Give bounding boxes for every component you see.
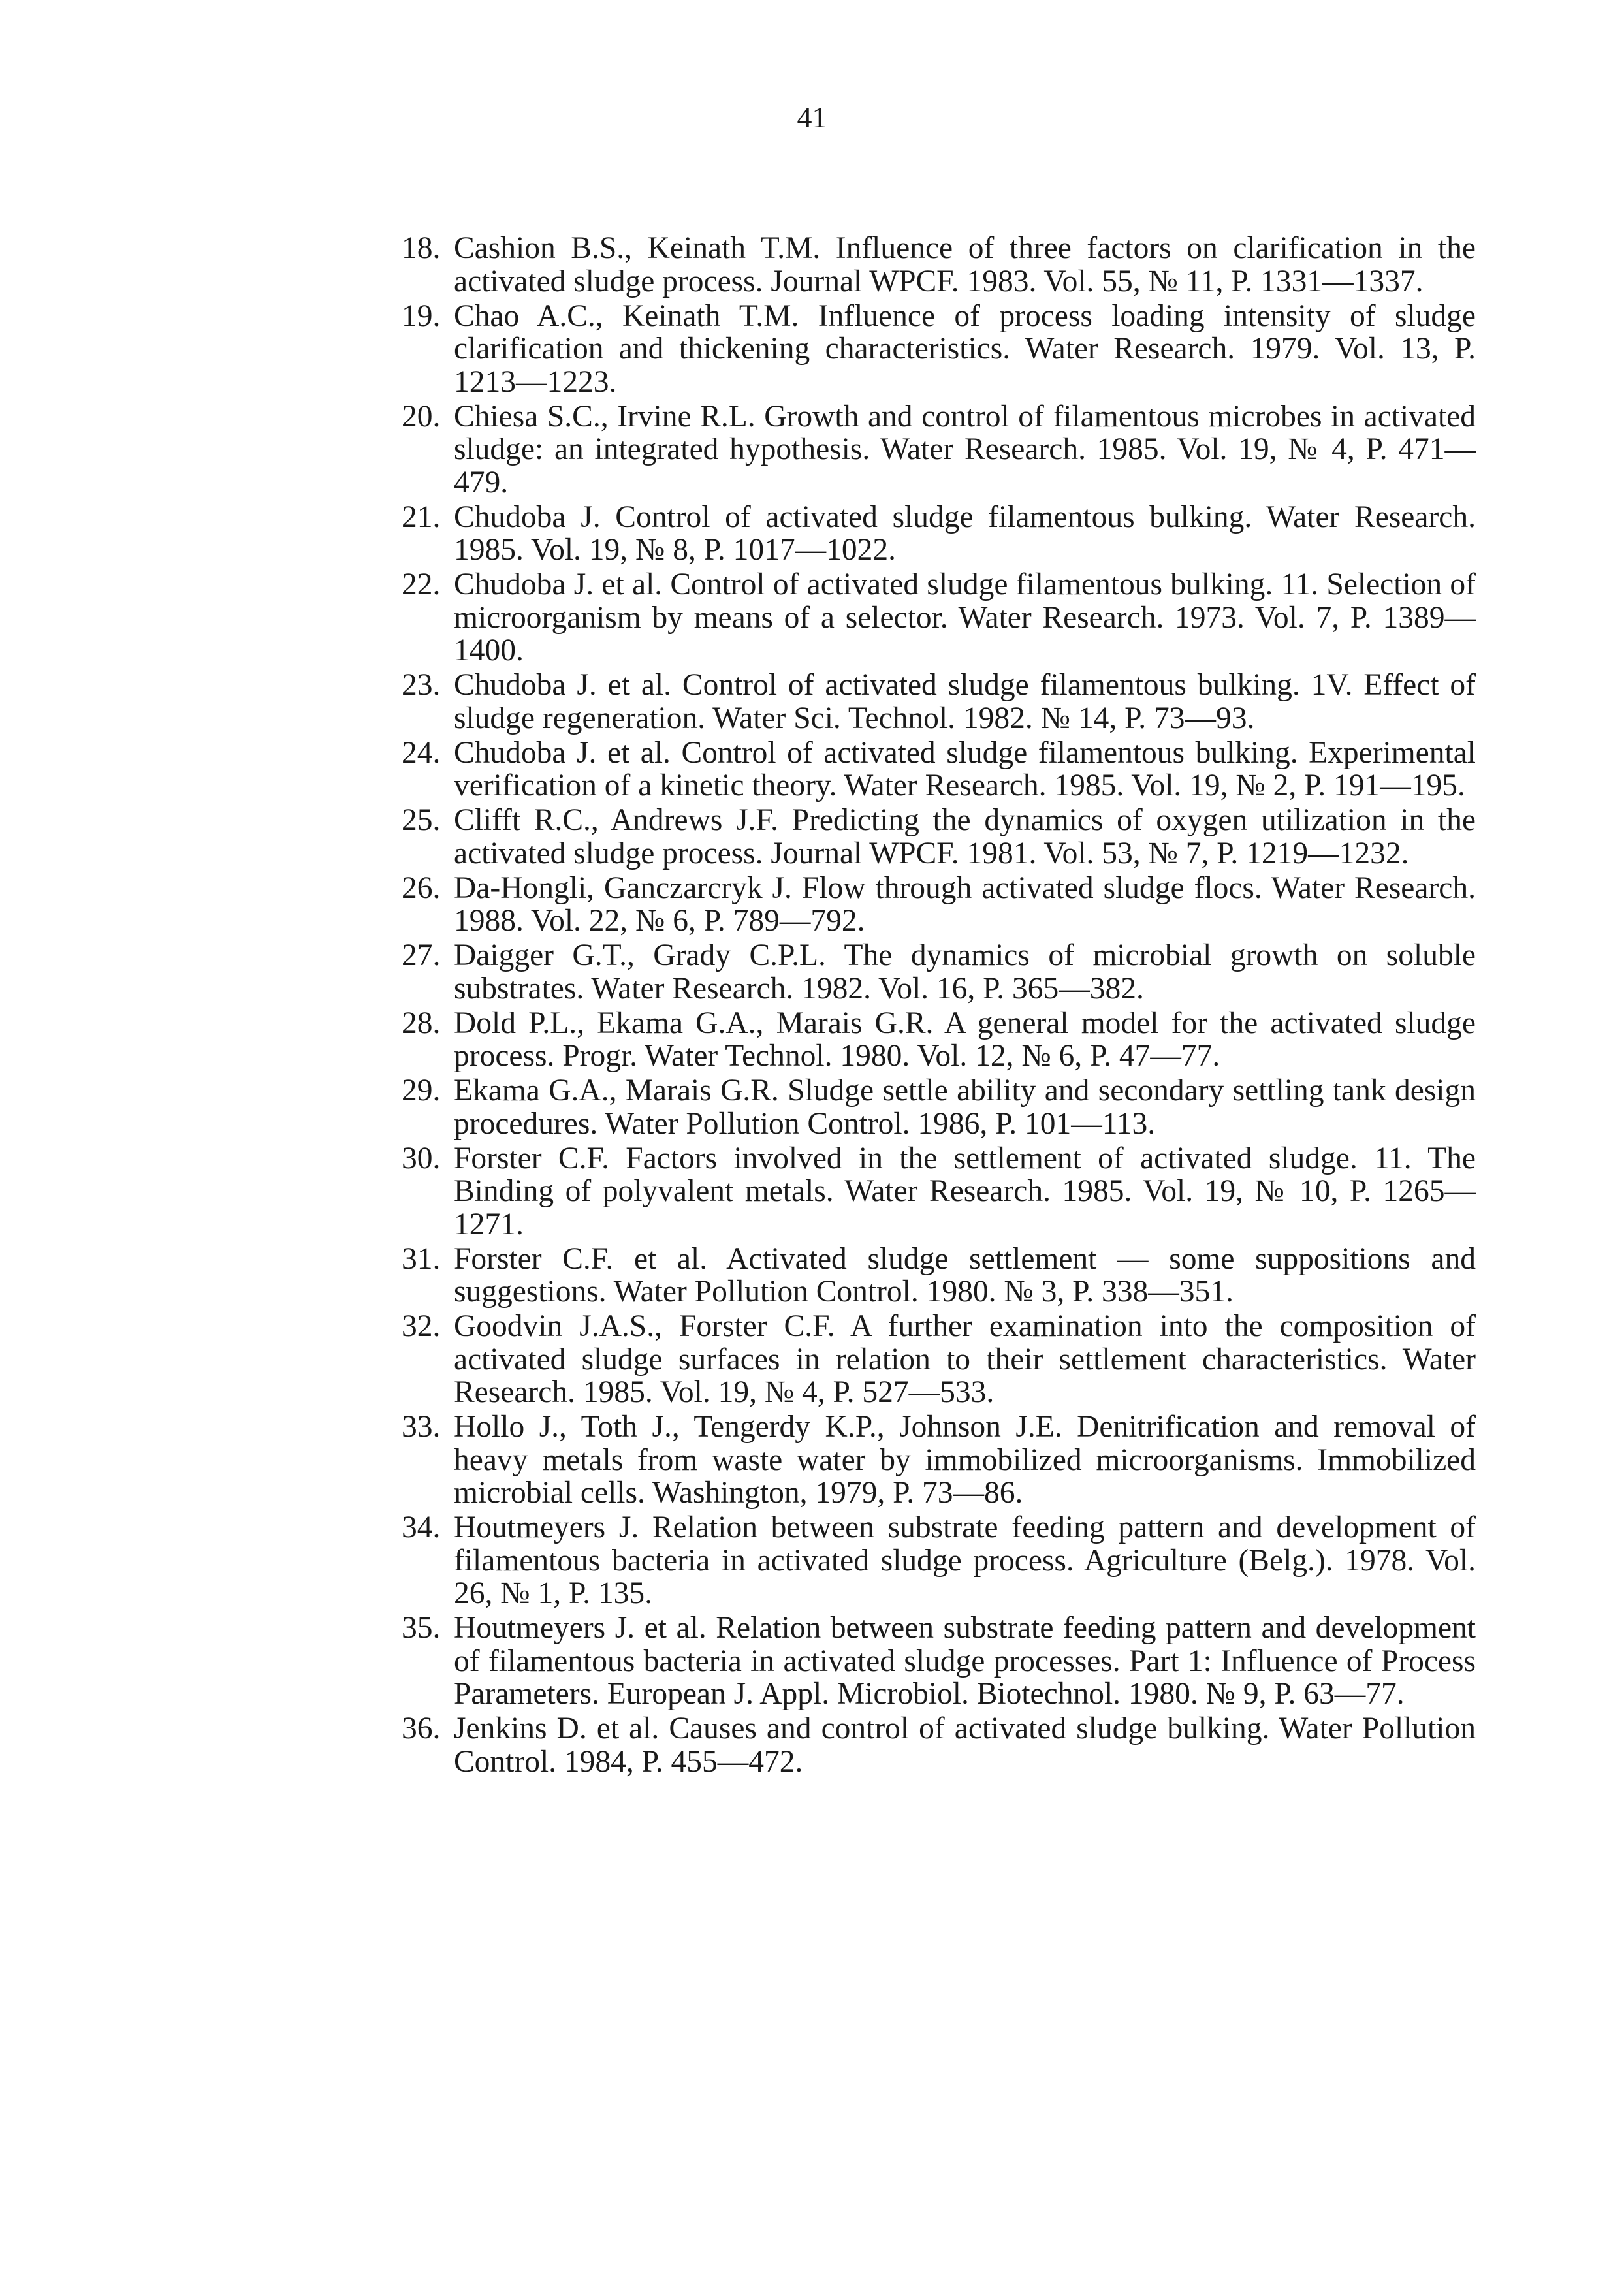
reference-text: Forster C.F. et al. Activated sludge settlement — some suppositions and suggestions. Water Pollution Control. 1980. № 3, P. 338—351. <box>454 1241 1476 1309</box>
reference-text: Chudoba J. et al. Control of activated sludge filamentous bulking. 11. Selection of microorganism by means of a selector. Water Research. 1973. Vol. 7, P. 1389—1400. <box>454 567 1476 667</box>
reference-text: Forster C.F. Factors involved in the settlement of activated sludge. 11. The Binding of polyvalent metals. Water Research. 1985. Vol. 19, № 10, P. 1265—1271. <box>454 1141 1476 1241</box>
reference-text: Da-Hongli, Ganczarcryk J. Flow through activated sludge flocs. Water Research. 1988. Vol. 22, № 6, P. 789—792. <box>454 870 1476 938</box>
reference-number: 34. <box>402 1510 441 1544</box>
reference-number: 33. <box>402 1410 441 1444</box>
reference-number: 25. <box>402 803 441 837</box>
reference-item <box>402 232 1476 298</box>
reference-number: 29. <box>402 1074 441 1107</box>
reference-item <box>402 1511 1476 1610</box>
reference-number: 24. <box>402 735 441 770</box>
reference-number: 23. <box>402 668 441 702</box>
reference-text: Ekama G.A., Marais G.R. Sludge settle ability and secondary settling tank design procedures. Water Pollution Control. 1986, P. 101—113. <box>454 1074 1476 1141</box>
reference-number: 20. <box>402 399 441 434</box>
reference-text: Cashion B.S., Keinath T.M. Influence of three factors on clarification in the activated sludge process. Journal WPCF. 1983. Vol. 55, № 11, P. 1331—1337. <box>454 231 1476 298</box>
reference-number: 31. <box>402 1241 441 1276</box>
reference-item <box>402 300 1476 399</box>
reference-item <box>402 1310 1476 1409</box>
reference-text: Clifft R.C., Andrews J.F. Predicting the dynamics of oxygen utilization in the activated sludge process. Journal WPCF. 1981. Vol. 53, № 7, P. 1219—1232. <box>454 803 1476 870</box>
reference-item <box>402 568 1476 667</box>
reference-item <box>402 1142 1476 1241</box>
reference-number: 28. <box>402 1006 441 1040</box>
reference-item <box>402 400 1476 500</box>
reference-number: 26. <box>402 870 441 905</box>
reference-text: Houtmeyers J. Relation between substrate feeding pattern and development of filamentous bacteria in activated sludge process. Agriculture (Belg.). 1978. Vol. 26, № 1, P. 135. <box>454 1510 1476 1610</box>
reference-item <box>402 1712 1476 1778</box>
reference-number: 21. <box>402 500 441 534</box>
reference-number: 27. <box>402 938 441 972</box>
reference-text: Chudoba J. Control of activated sludge filamentous bulking. Water Research. 1985. Vol. 19, № 8, P. 1017—1022. <box>454 500 1476 567</box>
reference-number: 35. <box>402 1611 441 1645</box>
reference-list <box>402 232 1476 1780</box>
reference-text: Chao A.C., Keinath T.M. Influence of process loading intensity of sludge clarification and thickening characteristics. Water Research. 1979. Vol. 13, P. 1213—1223. <box>454 298 1476 399</box>
reference-text: Chudoba J. et al. Control of activated sludge filamentous bulking. Experimental verification of a kinetic theory. Water Research. 1985. Vol. 19, № 2, P. 191—195. <box>454 735 1476 803</box>
reference-item <box>402 1612 1476 1711</box>
reference-number: 19. <box>402 298 441 333</box>
reference-text: Dold P.L., Ekama G.A., Marais G.R. A general model for the activated sludge process. Progr. Water Technol. 1980. Vol. 12, № 6, P. 47—77. <box>454 1006 1476 1073</box>
reference-text: Hollo J., Toth J., Tengerdy K.P., Johnson J.E. Denitrification and removal of heavy metals from waste water by immobilized microorganisms. Immobilized microbial cells. Washington, 1979, P. 73—86. <box>454 1410 1476 1510</box>
reference-number: 32. <box>402 1309 441 1343</box>
reference-item <box>402 872 1476 938</box>
reference-item <box>402 1243 1476 1309</box>
reference-item <box>402 939 1476 1005</box>
reference-text: Chiesa S.C., Irvine R.L. Growth and control of filamentous microbes in activated sludge: an integrated hypothesis. Water Research. 1985. Vol. 19, № 4, P. 471—479. <box>454 399 1476 500</box>
reference-text: Houtmeyers J. et al. Relation between substrate feeding pattern and development of filamentous bacteria in activated sludge processes. Part 1: Influence of Process Parameters. European J. Appl. Microbiol. Biotechnol. 1980. № 9, P. 63—77. <box>454 1611 1476 1711</box>
reference-item <box>402 737 1476 803</box>
reference-item <box>402 1007 1476 1073</box>
reference-item <box>402 804 1476 870</box>
reference-number: 30. <box>402 1141 441 1175</box>
reference-item <box>402 669 1476 735</box>
reference-text: Chudoba J. et al. Control of activated sludge filamentous bulking. 1V. Effect of sludge regeneration. Water Sci. Technol. 1982. № 14, P. 73—93. <box>454 668 1476 735</box>
page-number: 41 <box>797 101 827 134</box>
reference-item <box>402 1074 1476 1140</box>
reference-number: 36. <box>402 1712 441 1745</box>
reference-number: 22. <box>402 567 441 601</box>
reference-text: Jenkins D. et al. Causes and control of activated sludge bulking. Water Pollution Control. 1984, P. 455—472. <box>454 1712 1476 1779</box>
reference-text: Daigger G.T., Grady C.P.L. The dynamics of microbial growth on soluble substrates. Water Research. 1982. Vol. 16, P. 365—382. <box>454 938 1476 1006</box>
reference-text: Goodvin J.A.S., Forster C.F. A further examination into the composition of activated sludge surfaces in relation to their settlement characteristics. Water Research. 1985. Vol. 19, № 4, P. 527—533. <box>454 1309 1476 1409</box>
reference-number: 18. <box>402 231 441 265</box>
reference-item <box>402 501 1476 567</box>
reference-item <box>402 1410 1476 1510</box>
